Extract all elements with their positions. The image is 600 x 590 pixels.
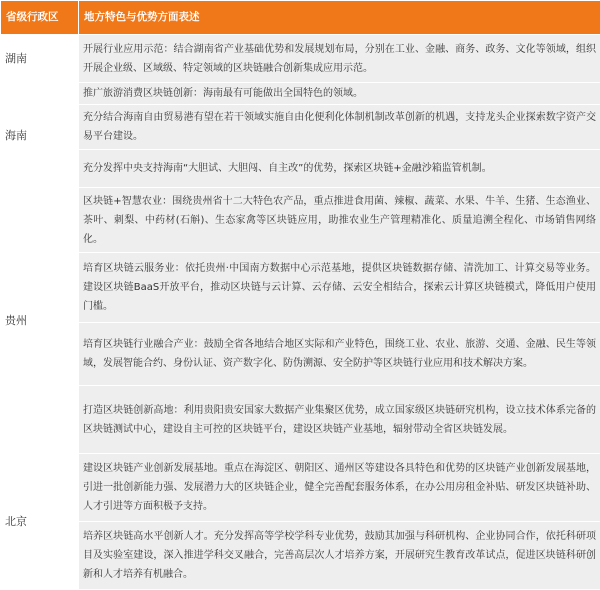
table-row [1, 522, 600, 590]
table-row [1, 83, 600, 105]
table-row [1, 35, 600, 83]
description-cell: 打造区块链创新高地：利用贵阳贵安国家大数据产业集聚区优势，成立国家级区块链研究机构，设立技术体系完备的区块链测试中心，建设自主可控的区块链平台，建设区块链产业基地，辐射带动全省区块链发展。 [79, 386, 600, 454]
region-cell-guizhou: 贵州 [1, 188, 79, 454]
description-cell: 培育区块链行业融合产业：鼓励全省各地结合地区实际和产业特色，围绕工业、农业、旅游、交通、金融、民生等领域，发展智能合约、身份认证、资产数字化、防伪溯源、安全防护等区块链行业应用和技术解决方案。 [79, 323, 600, 386]
table-row [1, 323, 600, 386]
table-row [1, 386, 600, 454]
table-row [1, 454, 600, 522]
table-row [1, 253, 600, 323]
table-row [1, 150, 600, 188]
table-header-row [1, 1, 600, 35]
header-region: 省级行政区 [1, 1, 79, 35]
description-cell: 充分结合海南自由贸易港有望在若干领域实施自由化便利化体制机制改革创新的机遇，支持龙头企业探索数字资产交易平台建设。 [79, 105, 600, 150]
description-cell: 开展行业应用示范：结合湖南省产业基础优势和发展规划布局，分别在工业、金融、商务、政务、文化等领域，组织开展企业级、区域级、特定领域的区块链融合创新集成应用示范。 [79, 35, 600, 83]
region-cell-hainan: 海南 [1, 83, 79, 188]
header-description: 地方特色与优势方面表述 [79, 1, 600, 35]
description-cell: 培养区块链高水平创新人才。充分发挥高等学校学科专业优势，鼓励其加强与科研机构、企业协同合作，依托科研项目及实验室建设，深入推进学科交叉融合，完善高层次人才培养方案，开展研究生教育改革试点，促进区块链科研创新和人才培养有机融合。 [79, 522, 600, 590]
region-cell-beijing: 北京 [1, 454, 79, 590]
region-cell-hunan: 湖南 [1, 35, 79, 83]
description-cell: 区块链+智慧农业：围绕贵州省十二大特色农产品，重点推进食用菌、辣椒、蔬菜、水果、牛羊、生猪、生态渔业、茶叶、刺梨、中药材(石斛)、生态家禽等区块链应用，助推农业生产管理精准化、质量追溯全程化、市场销售网络化。 [79, 188, 600, 253]
description-cell: 充分发挥中央支持海南“大胆试、大胆闯、自主改”的优势，探索区块链+金融沙箱监管机制。 [79, 150, 600, 188]
description-cell: 推广旅游消费区块链创新：海南最有可能做出全国特色的领域。 [79, 83, 600, 105]
description-cell: 建设区块链产业创新发展基地。重点在海淀区、朝阳区、通州区等建设各具特色和优势的区块链产业创新发展基地，引进一批创新能力强、发展潜力大的区块链企业，健全完善配套服务体系，在办公用房租金补贴、研发区块链补助、人才引进等方面积极予支持。 [79, 454, 600, 522]
table-row [1, 188, 600, 253]
table-row [1, 105, 600, 150]
description-cell: 培育区块链云服务业：依托贵州·中国南方数据中心示范基地，提供区块链数据存储、清洗加工、计算交易等业务。建设区块链BaaS开放平台，推动区块链与云计算、云存储、云安全相结合，探索云计算区块链模式，降低用户使用门槛。 [79, 253, 600, 323]
